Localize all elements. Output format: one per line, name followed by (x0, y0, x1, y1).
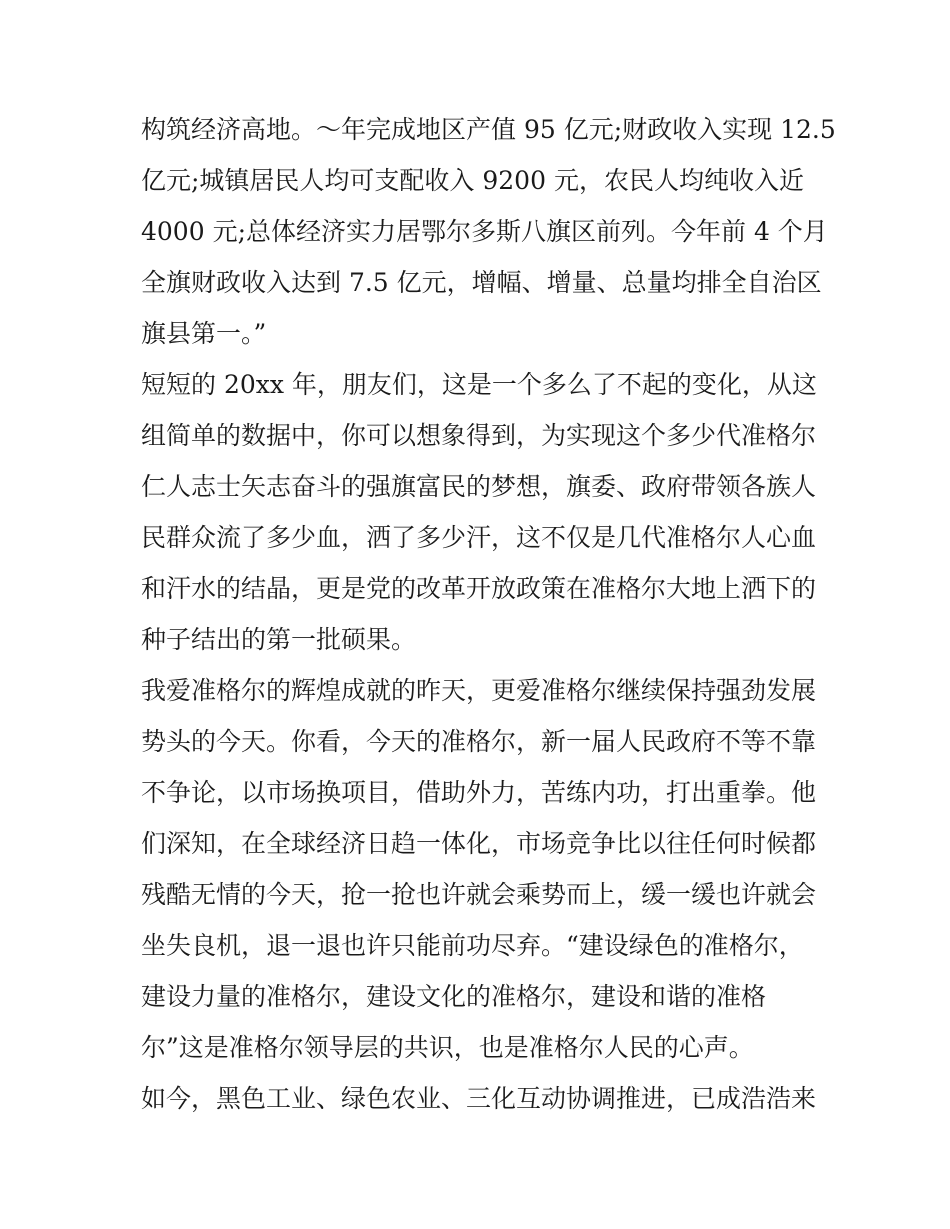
text-line: 组简单的数据中，你可以想象得到，为实现这个多少代准格尔 (141, 421, 817, 450)
text-line: 我爱准格尔的辉煌成就的昨天，更爱准格尔继续保持强劲发展 (141, 676, 817, 705)
text-line: 尔”这是准格尔领导层的共识，也是准格尔人民的心声。 (141, 1033, 754, 1062)
text-line: 亿元;城镇居民人均可支配收入 9200 元，农民人均纯收入近 (141, 166, 804, 195)
text-line: 势头的今天。你看，今天的准格尔，新一届人民政府不等不靠 (141, 727, 817, 756)
text-line: 构筑经济高地。～年完成地区产值 95 亿元;财政收入实现 12.5 (141, 115, 836, 144)
text-line: 和汗水的结晶，更是党的改革开放政策在准格尔大地上洒下的 (141, 574, 817, 603)
text-line: 种子结出的第一批硕果。 (141, 625, 417, 654)
text-line: 全旗财政收入达到 7.5 亿元，增幅、增量、总量均排全自治区 (141, 268, 822, 297)
text-line: 坐失良机，退一退也许只能前功尽弃。“建设绿色的准格尔， (141, 931, 804, 960)
text-line: 仁人志士矢志奋斗的强旗富民的梦想，旗委、政府带领各族人 (141, 472, 817, 501)
text-line: 如今，黑色工业、绿色农业、三化互动协调推进，已成浩浩来 (141, 1084, 817, 1113)
text-line: 们深知，在全球经济日趋一体化，市场竞争比以往任何时候都 (141, 829, 817, 858)
text-line: 短短的 20xx 年，朋友们，这是一个多么了不起的变化，从这 (141, 370, 817, 399)
text-line: 残酷无情的今天，抢一抢也许就会乘势而上，缓一缓也许就会 (141, 880, 817, 909)
body-text (141, 104, 836, 1124)
text-line: 4000 元;总体经济实力居鄂尔多斯八旗区前列。今年前 4 个月 (141, 217, 828, 246)
text-line: 民群众流了多少血，洒了多少汗，这不仅是几代准格尔人心血 (141, 523, 817, 552)
text-line: 建设力量的准格尔，建设文化的准格尔，建设和谐的准格 (141, 982, 767, 1011)
text-line: 旗县第一。” (141, 319, 267, 348)
text-line: 不争论，以市场换项目，借助外力，苦练内功，打出重拳。他 (141, 778, 817, 807)
